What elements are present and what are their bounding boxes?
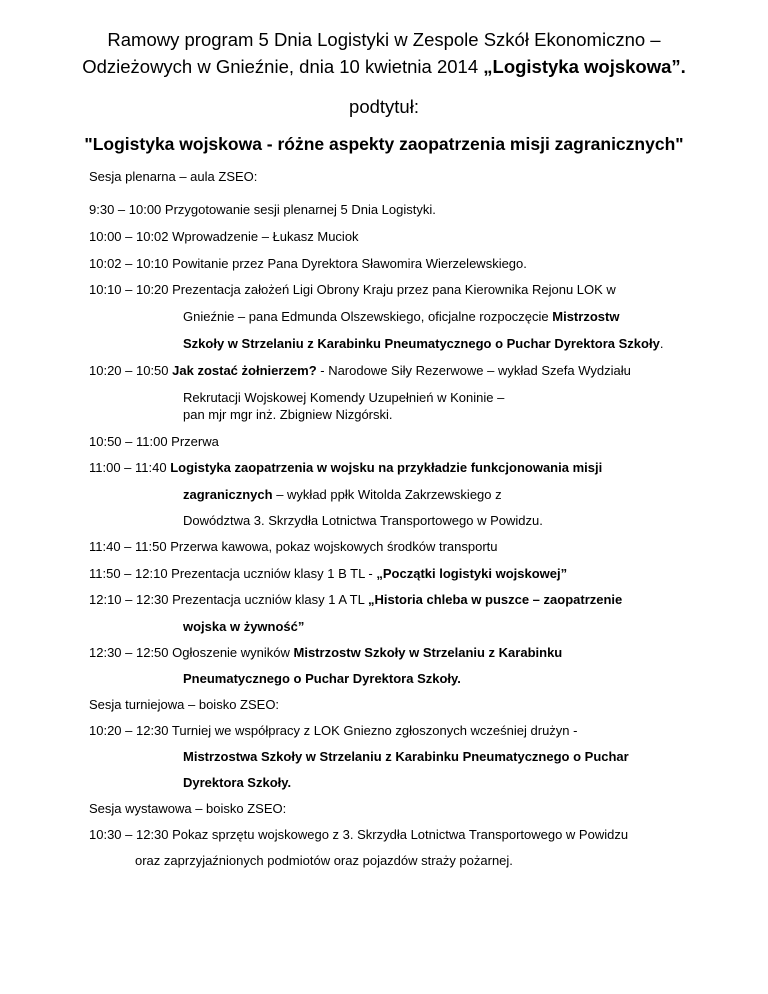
schedule-item-continuation (183, 618, 304, 636)
title-line-2 (0, 55, 768, 79)
schedule-item (89, 644, 562, 662)
schedule-item: 10:00 – 10:02 Wprowadzenie – Łukasz Muciok (89, 229, 359, 244)
schedule-item-continuation (183, 486, 502, 504)
schedule-item-continuation (183, 748, 629, 766)
schedule-item: 10:20 – 12:30 Turniej we współpracy z LOK Gniezno zgłoszonych wcześniej drużyn - (89, 723, 578, 738)
schedule-item-continuation (183, 774, 291, 792)
schedule-text: 12:30 – 12:50 Ogłoszenie wyników (89, 645, 294, 660)
schedule-item-continuation: oraz zaprzyjaźnionych podmiotów oraz pojazdów straży pożarnej. (135, 853, 513, 868)
schedule-text: 12:10 – 12:30 Prezentacja uczniów klasy 1 A TL (89, 592, 368, 607)
schedule-highlight: Logistyka zaopatrzenia w wojsku na przykładzie funkcjonowania misji (170, 460, 603, 475)
schedule-item: 9:30 – 10:00 Przygotowanie sesji plenarnej 5 Dnia Logistyki. (89, 202, 436, 217)
tournament-session-heading: Sesja turniejowa – boisko ZSEO: (89, 697, 280, 712)
schedule-text: – wykład ppłk Witolda Zakrzewskiego z (272, 487, 502, 502)
exhibition-session-heading: Sesja wystawowa – boisko ZSEO: (89, 801, 287, 816)
subtitle-label: podtytuł: (349, 96, 419, 117)
schedule-highlight: „Historia chleba w puszce – zaopatrzenie (367, 592, 623, 607)
schedule-text: . (659, 336, 664, 351)
title-line-1: Ramowy program 5 Dnia Logistyki w Zespole Szkół Ekonomiczno – (107, 29, 661, 50)
schedule-time: 11:00 – 11:40 (89, 460, 171, 475)
schedule-item: 10:50 – 11:00 Przerwa (89, 434, 219, 449)
schedule-item-continuation: Dowództwa 3. Skrzydła Lotnictwa Transportowego w Powidzu. (183, 513, 543, 528)
schedule-highlight: Mistrzostw (552, 309, 620, 324)
schedule-highlight: Pneumatycznego o Puchar Dyrektora Szkoły. (183, 671, 461, 686)
schedule-highlight: Szkoły w Strzelaniu z Karabinku Pneumatycznego o Puchar Dyrektora Szkoły (183, 336, 660, 351)
schedule-text: Gnieźnie – pana Edmunda Olszewskiego, oficjalne rozpoczęcie (183, 309, 553, 324)
schedule-item-continuation (183, 308, 619, 326)
schedule-highlight: zagranicznych (183, 487, 273, 502)
schedule-item: 11:40 – 11:50 Przerwa kawowa, pokaz wojskowych środków transportu (89, 539, 498, 554)
schedule-item-continuation (183, 670, 461, 688)
schedule-text: 11:50 – 12:10 Prezentacja uczniów klasy 1 B TL - (89, 566, 377, 581)
schedule-highlight: Jak zostać żołnierzem? (172, 363, 317, 378)
schedule-item (89, 459, 602, 477)
schedule-highlight: wojska w żywność” (183, 619, 305, 634)
schedule-item-continuation: pan mjr mgr inż. Zbigniew Nizgórski. (183, 407, 393, 422)
schedule-highlight: Dyrektora Szkoły. (183, 775, 292, 790)
schedule-highlight: „Początki logistyki wojskowej” (376, 566, 568, 581)
schedule-item (89, 362, 631, 380)
schedule-item-continuation: Rekrutacji Wojskowej Komendy Uzupełnień w Koninie – (183, 390, 505, 405)
schedule-item-continuation (183, 335, 663, 353)
schedule-highlight: Mistrzostwa Szkoły w Strzelaniu z Karabinku Pneumatycznego o Puchar (183, 749, 629, 764)
schedule-item: 10:30 – 12:30 Pokaz sprzętu wojskowego z 3. Skrzydła Lotnictwa Transportowego w Powidzu (89, 827, 629, 842)
schedule-time: 10:20 – 10:50 (89, 363, 173, 378)
title-line-2-text: Odzieżowych w Gnieźnie, dnia 10 kwietnia 2014 (82, 56, 484, 77)
subtitle: "Logistyka wojskowa - różne aspekty zaopatrzenia misji zagranicznych" (84, 134, 684, 154)
schedule-text: - Narodowe Siły Rezerwowe – wykład Szefa Wydziału (316, 363, 631, 378)
plenary-session-heading: Sesja plenarna – aula ZSEO: (89, 169, 258, 184)
schedule-item: 10:10 – 10:20 Prezentacja założeń Ligi Obrony Kraju przez pana Kierownika Rejonu LOK w (89, 282, 616, 297)
schedule-item: 10:02 – 10:10 Powitanie przez Pana Dyrektora Sławomira Wierzelewskiego. (89, 256, 527, 271)
schedule-item (89, 591, 622, 609)
schedule-item (89, 565, 567, 583)
title-theme: „Logistyka wojskowa”. (483, 56, 686, 77)
schedule-highlight: Mistrzostw Szkoły w Strzelaniu z Karabinku (293, 645, 563, 660)
